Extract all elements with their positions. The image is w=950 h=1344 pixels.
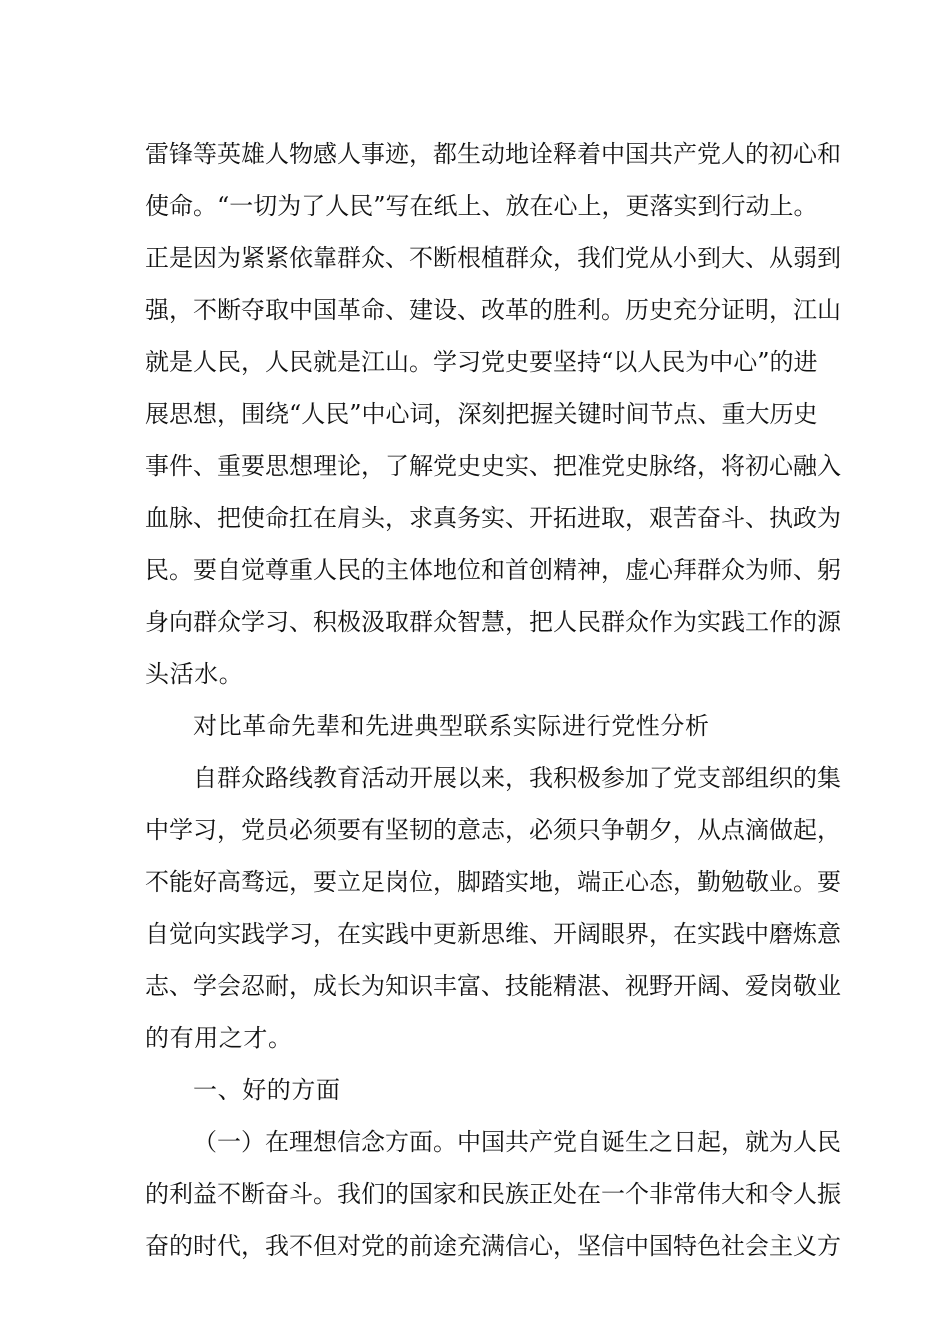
- section-heading: 对比革命先辈和先进典型联系实际进行党性分析: [193, 712, 710, 740]
- section-heading: 一、好的方面: [193, 1076, 341, 1104]
- body-text-line: 头活水。: [145, 660, 244, 688]
- body-text-line: 民。要自觉尊重人民的主体地位和首创精神，虚心拜群众为师、躬: [145, 556, 841, 584]
- body-text-line: 正是因为紧紧依靠群众、不断根植群众，我们党从小到大、从弱到: [145, 244, 841, 272]
- body-text-line: 就是人民，人民就是江山。学习党史要坚持“以人民为中心”的进: [145, 348, 818, 376]
- body-text-line: 的利益不断奋斗。我们的国家和民族正处在一个非常伟大和令人振: [145, 1180, 841, 1208]
- body-text-line: 展思想，围绕“人民”中心词，深刻把握关键时间节点、重大历史: [145, 400, 818, 428]
- body-text-line: （一）在理想信念方面。中国共产党自诞生之日起，就为人民: [193, 1128, 841, 1156]
- body-text-line: 的有用之才。: [145, 1024, 293, 1052]
- body-text-line: 志、学会忍耐，成长为知识丰富、技能精湛、视野开阔、爱岗敬业: [145, 972, 841, 1000]
- body-text-line: 强，不断夺取中国革命、建设、改革的胜利。历史充分证明，江山: [145, 296, 841, 324]
- body-text-line: 自觉向实践学习，在实践中更新思维、开阔眼界，在实践中磨炼意: [145, 920, 841, 948]
- body-text-line: 奋的时代，我不但对党的前途充满信心，坚信中国特色社会主义方: [145, 1232, 841, 1260]
- body-text-line: 血脉、把使命扛在肩头，求真务实、开拓进取，艰苦奋斗、执政为: [145, 504, 841, 532]
- body-text-line: 不能好高骛远，要立足岗位，脚踏实地，端正心态，勤勉敬业。要: [145, 868, 841, 896]
- body-text-line: 身向群众学习、积极汲取群众智慧，把人民群众作为实践工作的源: [145, 608, 841, 636]
- body-text-line: 使命。“一切为了人民”写在纸上、放在心上，更落实到行动上。: [145, 192, 818, 220]
- body-text-line: 中学习，党员必须要有坚韧的意志，必须只争朝夕，从点滴做起，: [145, 816, 841, 844]
- body-text-line: 自群众路线教育活动开展以来，我积极参加了党支部组织的集: [193, 764, 841, 792]
- body-text-line: 事件、重要思想理论，了解党史史实、把准党史脉络，将初心融入: [145, 452, 841, 480]
- body-text-line: 雷锋等英雄人物感人事迹，都生动地诠释着中国共产党人的初心和: [145, 140, 841, 168]
